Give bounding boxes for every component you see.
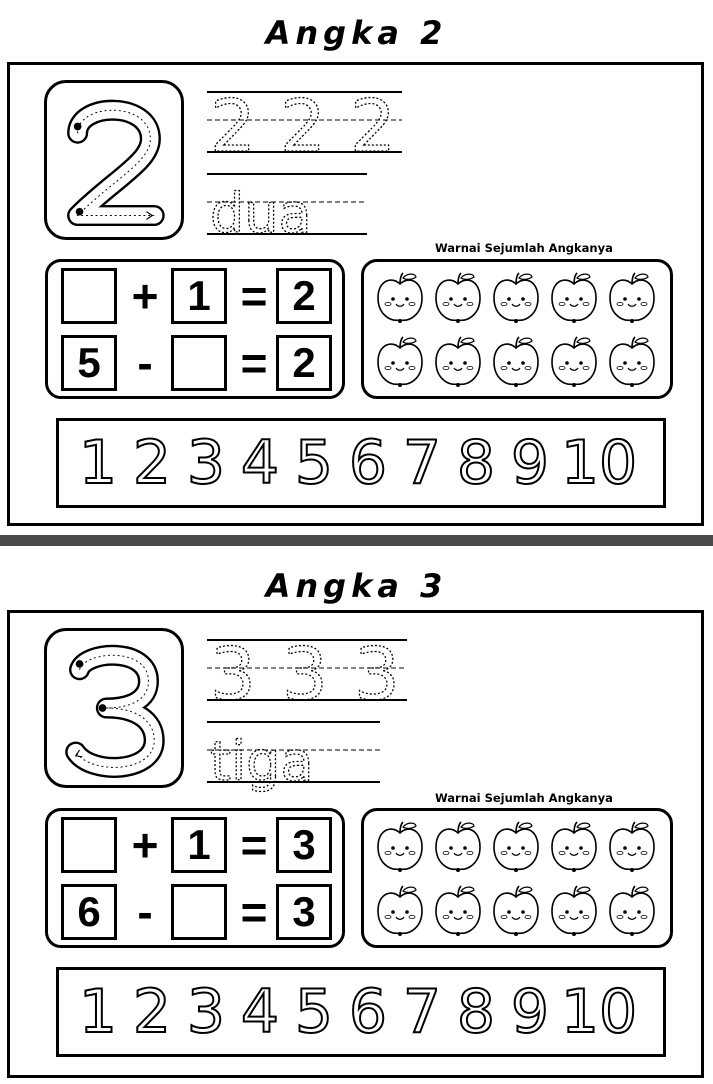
number-line-item: 9 — [510, 428, 550, 498]
page-title: Angka 2 — [265, 14, 448, 52]
trace-digit: 3 — [282, 632, 328, 716]
answer-box[interactable] — [171, 884, 227, 940]
number-line-item: 4 — [240, 428, 280, 498]
apple-icon[interactable] — [488, 270, 544, 326]
apple-icon[interactable] — [372, 883, 428, 939]
trace-digit: 2 — [350, 84, 396, 168]
trace-word: dua — [210, 182, 312, 244]
apple-icon[interactable] — [488, 334, 544, 390]
number-line-item: 8 — [456, 977, 496, 1047]
page-divider — [0, 535, 713, 546]
minus-sign: - — [137, 886, 153, 938]
number-line-item: 3 — [186, 428, 226, 498]
number-line-item: 9 — [510, 977, 550, 1047]
digit-card — [44, 628, 184, 788]
digit-card — [44, 80, 184, 240]
equals-sign: = — [240, 819, 268, 871]
trace-digit: 2 — [280, 84, 326, 168]
operand-box: 6 — [61, 884, 117, 940]
plus-sign: + — [131, 270, 159, 322]
operand-box: 1 — [171, 817, 227, 873]
apple-icon[interactable] — [372, 270, 428, 326]
apple-icon[interactable] — [546, 270, 602, 326]
result-box: 2 — [276, 335, 332, 391]
number-line-item: 3 — [186, 977, 226, 1047]
apple-icon[interactable] — [430, 819, 486, 875]
apple-icon[interactable] — [430, 270, 486, 326]
number-line-item: 2 — [132, 428, 172, 498]
tracing-digits — [202, 84, 412, 244]
result-box: 3 — [276, 884, 332, 940]
number-line-item: 10 — [560, 428, 638, 498]
number-line-item: 2 — [132, 977, 172, 1047]
tracing-digits — [202, 632, 412, 802]
apple-icon[interactable] — [604, 819, 660, 875]
number-line-item: 10 — [560, 977, 638, 1047]
page-title: Angka 3 — [265, 567, 448, 605]
trace-digit: 3 — [210, 632, 256, 716]
digit-two-tracing-icon — [47, 83, 181, 237]
apple-icon[interactable] — [604, 883, 660, 939]
number-line-item: 8 — [456, 428, 496, 498]
apple-icon[interactable] — [488, 883, 544, 939]
digit-three-tracing-icon — [47, 631, 181, 785]
equals-sign: = — [240, 270, 268, 322]
result-box: 2 — [276, 268, 332, 324]
apple-icon[interactable] — [372, 819, 428, 875]
answer-box[interactable] — [171, 335, 227, 391]
number-line-box — [56, 967, 666, 1057]
trace-word: tiga — [210, 730, 314, 793]
number-line-item: 5 — [294, 428, 334, 498]
math-box — [45, 259, 345, 399]
equals-sign: = — [240, 337, 268, 389]
minus-sign: - — [137, 337, 153, 389]
number-line-box — [56, 418, 666, 508]
operand-box: 5 — [61, 335, 117, 391]
apple-box — [361, 808, 673, 948]
apple-icon[interactable] — [488, 819, 544, 875]
number-line-item: 1 — [78, 428, 118, 498]
apple-icon[interactable] — [604, 270, 660, 326]
number-line-item: 7 — [402, 428, 442, 498]
number-line-item: 5 — [294, 977, 334, 1047]
apple-icon[interactable] — [546, 334, 602, 390]
answer-box[interactable] — [61, 817, 117, 873]
apple-icon[interactable] — [604, 334, 660, 390]
result-box: 3 — [276, 817, 332, 873]
number-line-item: 6 — [348, 428, 388, 498]
number-line-item: 4 — [240, 977, 280, 1047]
operand-box: 1 — [171, 268, 227, 324]
apple-icon[interactable] — [430, 334, 486, 390]
apple-instruction: Warnai Sejumlah Angkanya — [435, 241, 613, 255]
trace-digit: 3 — [354, 632, 400, 716]
number-line-item: 6 — [348, 977, 388, 1047]
apple-icon[interactable] — [546, 883, 602, 939]
apple-box — [361, 259, 673, 399]
trace-digit: 2 — [210, 84, 256, 168]
answer-box[interactable] — [61, 268, 117, 324]
number-line-item: 1 — [78, 977, 118, 1047]
equals-sign: = — [240, 886, 268, 938]
apple-icon[interactable] — [546, 819, 602, 875]
number-line-item: 7 — [402, 977, 442, 1047]
plus-sign: + — [131, 819, 159, 871]
math-box — [45, 808, 345, 948]
apple-icon[interactable] — [372, 334, 428, 390]
apple-icon[interactable] — [430, 883, 486, 939]
apple-instruction: Warnai Sejumlah Angkanya — [435, 791, 613, 805]
